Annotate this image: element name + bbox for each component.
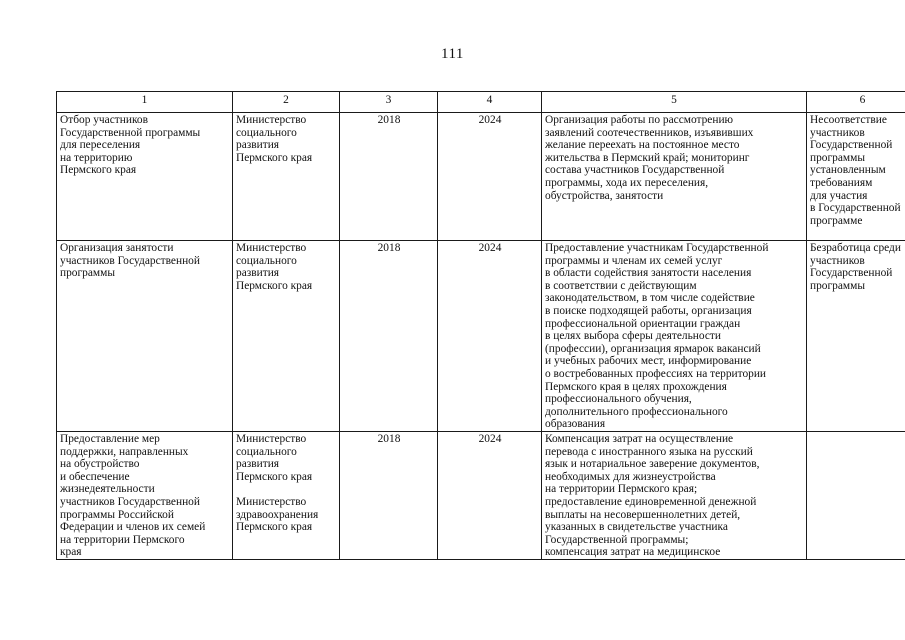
description-cell: Компенсация затрат на осуществление перевода с иностранного языка на русский язык и нотариальное заверение документов, необходимых для жизнеустройства на территории Пермского края; предоставление единовременной денежной выплаты на несовершеннолетних детей, указанных в свидетельстве участника Государственной программы; компенсация затрат на медицинское bbox=[542, 432, 807, 560]
header-cell: 1 bbox=[57, 92, 233, 113]
measure-name-cell: Предоставление мер поддержки, направленных на обустройство и обеспечение жизнедеятельности участников Государственной программы Российской Федерации и членов их семей на территории Пермского края bbox=[57, 432, 233, 560]
responsible-executor-cell: Министерство социального развития Пермского края bbox=[233, 113, 340, 241]
measure-name-cell: Организация занятости участников Государственной программы bbox=[57, 241, 233, 432]
program-measures-table bbox=[56, 91, 905, 560]
description-cell: Организация работы по рассмотрению заявлений соотечественников, изъявивших желание переехать на постоянное место жительства в Пермский край; мониторинг состава участников Государственной программы, хода их переселения, обустройства, занятости bbox=[542, 113, 807, 241]
end-year-cell: 2024 bbox=[438, 113, 542, 241]
header-row bbox=[57, 92, 905, 113]
header-cell: 5 bbox=[542, 92, 807, 113]
risks-cell: Безработица среди участников Государственной программы bbox=[807, 241, 905, 432]
responsible-executor-cell: Министерство социального развития Пермского края Министерство здравоохранения Пермского края bbox=[233, 432, 340, 560]
header-cell: 2 bbox=[233, 92, 340, 113]
table-row bbox=[57, 113, 905, 241]
responsible-executor-cell: Министерство социального развития Пермского края bbox=[233, 241, 340, 432]
page-number: 111 bbox=[441, 46, 464, 62]
header-cell: 4 bbox=[438, 92, 542, 113]
header-cell: 3 bbox=[340, 92, 438, 113]
description-cell: Предоставление участникам Государственной программы и членам их семей услуг в области содействия занятости населения в соответствии с действующим законодательством, в том числе содействие в поиске подходящей работы, организация профессиональной ориентации граждан в целях выбора сферы деятельности (профессии), организация ярмарок вакансий и учебных рабочих мест, информирование о востребованных профессиях на территории Пермского края в целях прохождения профессионального обучения, дополнительного профессионального образования bbox=[542, 241, 807, 432]
start-year-cell: 2018 bbox=[340, 432, 438, 560]
start-year-cell: 2018 bbox=[340, 113, 438, 241]
risks-cell bbox=[807, 432, 905, 560]
measure-name-cell: Отбор участников Государственной программы для переселения на территорию Пермского края bbox=[57, 113, 233, 241]
header-cell: 6 bbox=[807, 92, 905, 113]
table-row bbox=[57, 241, 905, 432]
start-year-cell: 2018 bbox=[340, 241, 438, 432]
risks-cell: Несоответствие участников Государственной программы установленным требованиям для участия в Государственной программе bbox=[807, 113, 905, 241]
end-year-cell: 2024 bbox=[438, 241, 542, 432]
table-row bbox=[57, 432, 905, 560]
table-header bbox=[57, 92, 905, 113]
table-body bbox=[57, 113, 905, 560]
end-year-cell: 2024 bbox=[438, 432, 542, 560]
